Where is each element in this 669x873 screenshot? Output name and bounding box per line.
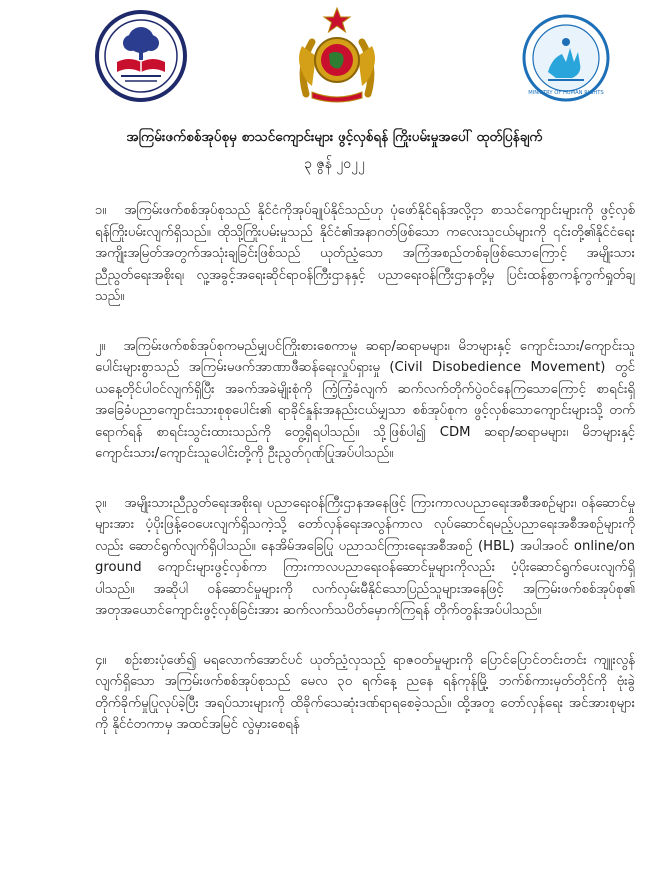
paragraph-number: ၄။ (95, 652, 107, 668)
paragraph-number: ၃။ (95, 495, 107, 511)
paragraph-text: အကြမ်းဖက်စစ်အုပ်စုကမည်မျှပင်ကြိုးစားစေကာမူ ဆရာ/ဆရာမများ၊ မိဘများနှင့် ကျောင်းသား/ကျောင်းသူပေါင်းများစွာသည် အကြမ်းမဖက်အာဏာဖီဆန်ရေးလှုပ်ရှားမှု (Civil Disobedience Movement) တွင် ယနေ့တိုင်ပါဝင်လျက်ရှိပြီး အခက်အခဲမျိုးစုံကို ကြံ့ကြံ့ခံလျက် ဆက်လက်တိုက်ပွဲဝင်နေကြသောကြောင့် စာရင်းရှိ အခြေခံပညာကျောင်းသားစုစုပေါင်း၏ ရာခိုင်နှုန်းအနည်းငယ်မျှသာ စစ်အုပ်စုက ဖွင့်လှစ်သောကျောင်းများသို့ တက်ရောက်ရန် စာရင်းသွင်းထားသည်ကို တွေ့ရှိရပါသည်။ သို့ဖြစ်ပါ၍ CDM ဆရာ/ဆရာမများ၊ မိဘများနှင့် ကျောင်းသား/ကျောင်းသူပေါင်းတို့ကို ဦးညွတ်ဂုဏ်ပြုအပ်ပါသည်။ (95, 338, 635, 461)
paragraph-4 (95, 650, 635, 736)
paragraph-number: ၁။ (95, 203, 107, 218)
statement-title: အကြမ်းဖက်စစ်အုပ်စုမှ စာသင်ကျောင်းများ ဖွင့်လှစ်ရန် ကြိုးပမ်းမှုအပေါ် ထုတ်ပြန်ချက် (126, 129, 543, 145)
paragraph-1 (95, 200, 635, 308)
education-ministry-logo (95, 10, 187, 102)
paragraph-text: အမျိုးသားညီညွတ်ရေးအစိုးရ၊ ပညာရေးဝန်ကြီးဌာနအနေဖြင့် ကြားကာလပညာရေးအစီအစဉ်များ၊ ဝန်ဆောင်မှုများအား ပံ့ပိုးဖြန့်ဝေပေးလျက်ရှိသကဲ့သို့ တော်လှန်ရေးအလွန်ကာလ လုပ်ဆောင်ရမည့်ပညာရေးအစီအစဉ်များကိုလည်း ဆောင်ရွက်လျက်ရှိပါသည်။ နေအိမ်အခြေပြု ပညာသင်ကြားရေးအစီအစဉ် (HBL) အပါအဝင် online/on ground ကျောင်းများဖွင့်လှစ်ကာ ကြားကာလပညာရေးဝန်ဆောင်မှုများကိုလည်း ပံ့ပိုးဆောင်ရွက်ပေးလျက်ရှိပါသည်။ အဆိုပါ ဝန်ဆောင်မှုများကို လက်လှမ်းမီနိုင်သောပြည်သူများအနေဖြင့် အကြမ်းဖက်စစ်အုပ်စု၏ အတုအယောင်ကျောင်းဖွင့်လှစ်ခြင်းအား ဆက်လက်သပိတ်မှောက်ကြရန် တိုက်တွန်းအပ်ပါသည်။ (95, 495, 635, 618)
statement-date: ၃ ဇွန် ၂၀၂၂ (304, 156, 365, 172)
paragraph-number: ၂။ (95, 338, 106, 354)
human-rights-ministry-logo (522, 14, 610, 102)
paragraph-2 (95, 336, 635, 465)
statement-body (95, 200, 635, 764)
paragraph-text: အကြမ်းဖက်စစ်အုပ်စုသည် နိုင်ငံကိုအုပ်ချုပ်နိုင်သည်ဟု ပုံဖော်နိုင်ရန်အလို့ငှာ စာသင်ကျောင်းများကို ဖွင့်လှစ်ရန်ကြိုးပမ်းလျက်ရှိသည်။ ထိုသို့ကြိုးပမ်းမှုသည် နိုင်ငံ၏အနာဂတ်ဖြစ်သော ကလေးသူငယ်များကို ၎င်းတို့၏နိုင်ငံရေးအကျိုးအမြတ်အတွက်အသုံးချခြင်းဖြစ်သည် ယုတ်ညံ့သော အကြံအစည်တစ်ခုဖြစ်သောကြောင့် အမျိုးသားညီညွတ်ရေးအစိုးရ၊ လူ့အခွင့်အရေးဆိုင်ရာဝန်ကြီးဌာနနှင့် ပညာရေးဝန်ကြီးဌာနတို့မှ ပြင်းထန်စွာကန့်ကွက်ရှုတ်ချသည်။ (95, 203, 635, 304)
paragraph-3 (95, 493, 635, 622)
state-seal-logo (292, 6, 382, 106)
logo-bar (0, 0, 669, 112)
human-rights-logo-text: MINISTRY OF HUMAN RIGHTS (528, 90, 604, 96)
paragraph-text: စဉ်းစားပုံဖော်၍ မရလောက်အောင်ပင် ယုတ်ညံ့လှသည့် ရာဇဝတ်မှုများကို ပြောင်ပြောင်တင်းတင်း ကျူးလွန်လျက်ရှိသော အကြမ်းဖက်စစ်အုပ်စုသည် မေလ ၃၀ ရက်နေ့ ညနေ ရန်ကုန်မြို့ ဘက်စ်ကားမှတ်တိုင်ကို ဗုံးခွဲတိုက်ခိုက်မှုပြုလုပ်ခဲ့ပြီး အရပ်သားများကို ထိခိုက်သေဆုံးဒဏ်ရာရစေခဲ့သည်။ ထို့အတူ တော်လှန်ရေး အင်အားစုများကို နိုင်ငံတကာမှ အထင်အမြင် လွဲမှားစေရန် (95, 652, 635, 732)
